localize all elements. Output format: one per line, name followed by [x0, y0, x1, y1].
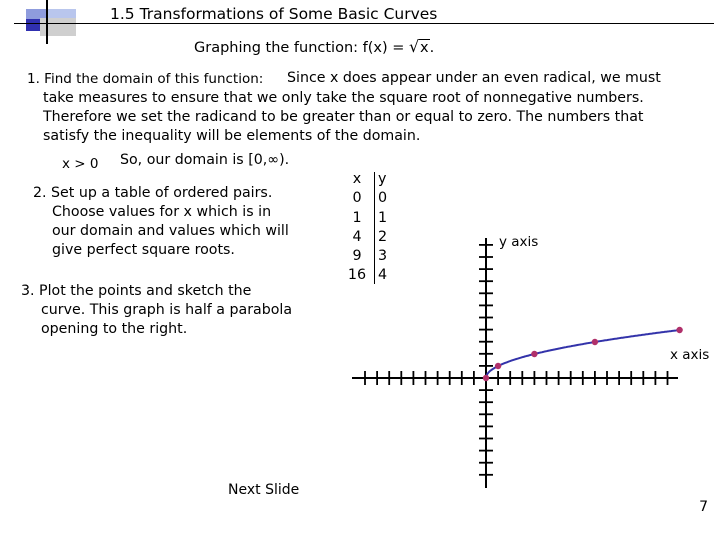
sqrt-curve: [486, 330, 680, 378]
table-header-y: y: [378, 171, 387, 187]
inequality: x > 0: [62, 156, 99, 172]
step1-line2: take measures to ensure that we only take the square root of nonnegative numbers.: [43, 90, 644, 106]
next-slide-link[interactable]: Next Slide: [228, 482, 300, 498]
data-point: [676, 327, 682, 333]
step2-line2: Choose values for x which is in: [52, 204, 272, 220]
radical-sign: √: [409, 37, 420, 56]
table-cell-y: 0: [378, 190, 388, 207]
table-cell-y: 1: [378, 209, 388, 226]
axes: [352, 238, 678, 488]
table-cell-y: 3: [378, 248, 388, 265]
y-axis-label: y axis: [499, 234, 539, 250]
table-cell-y: 2: [378, 228, 388, 245]
step2-line1: 2. Set up a table of ordered pairs.: [33, 185, 273, 201]
table-cell-x: 4: [352, 228, 362, 245]
table-cell-x: 0: [352, 190, 362, 207]
table-header-x: x: [352, 171, 362, 187]
step2-line4: give perfect square roots.: [52, 242, 235, 258]
step1-line4: satisfy the inequality will be elements of the domain.: [43, 128, 421, 144]
radicand: x: [420, 40, 429, 56]
data-point: [495, 363, 501, 369]
domain-statement: So, our domain is [0,∞).: [120, 152, 290, 168]
data-point: [592, 339, 598, 345]
data-point: [531, 351, 537, 357]
page-number: 7: [699, 499, 708, 515]
step3-line1: 3. Plot the points and sketch the: [21, 283, 252, 299]
x-axis-label: x axis: [670, 347, 710, 363]
step3-line2: curve. This graph is half a parabola: [41, 302, 293, 318]
step1-label: 1. Find the domain of this function:: [27, 71, 264, 87]
table-cell-y: 4: [378, 267, 388, 284]
subtitle-suffix: .: [429, 40, 435, 56]
page-title: 1.5 Transformations of Some Basic Curves: [110, 5, 438, 23]
subtitle-prefix: Graphing the function: f(x) =: [194, 40, 410, 56]
table-cell-x: 1: [352, 209, 362, 226]
step1-line1: Since x does appear under an even radical, we must: [287, 70, 661, 86]
step3-line3: opening to the right.: [41, 321, 188, 337]
table-cell-x: 16: [347, 267, 367, 284]
step1-line3: Therefore we set the radicand to be greater than or equal to zero. The numbers that: [43, 109, 644, 125]
table-cell-x: 9: [352, 248, 362, 265]
data-point: [483, 375, 489, 381]
step2-line3: our domain and values which will: [52, 223, 289, 239]
